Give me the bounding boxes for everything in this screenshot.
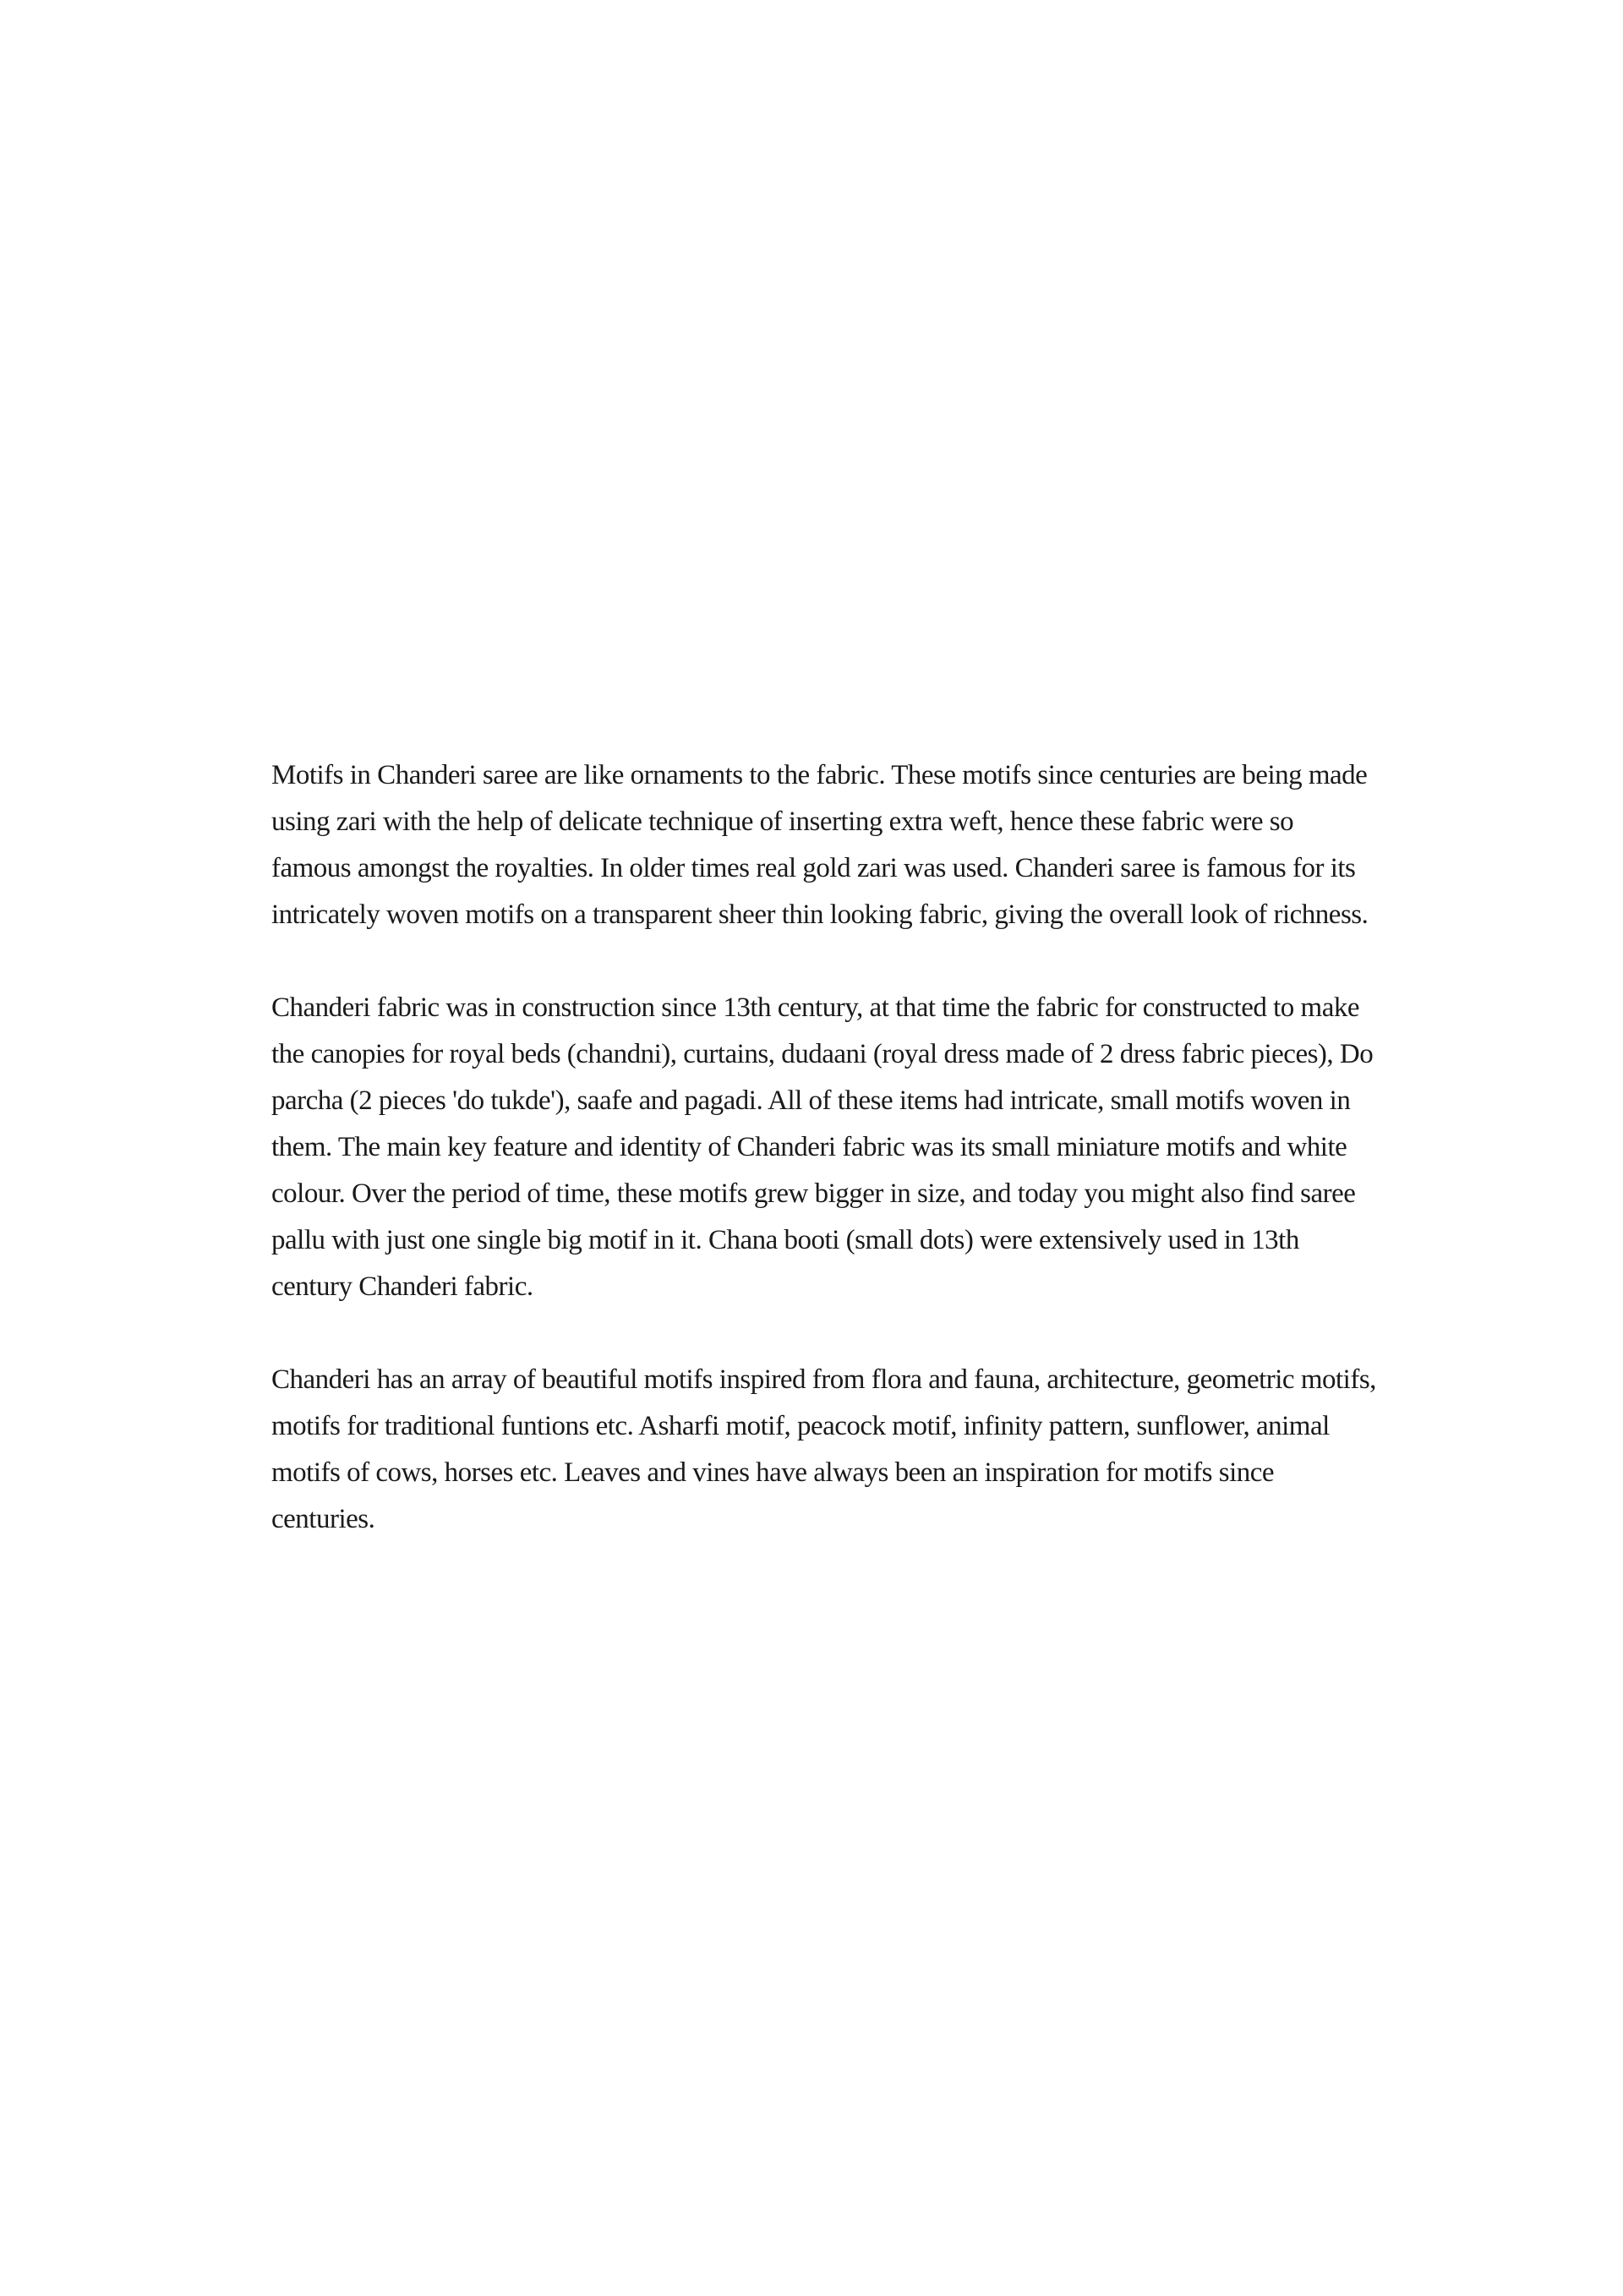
paragraph-chanderi-history: Chanderi fabric was in construction since 13th century, at that time the fabric for constructed to make the canopies for royal beds (chandni), curtains, dudaani (royal dress made of 2 dress fabric pieces), Do parcha (2 pieces 'do tukde'), saafe and pagadi. All of these items had intricate, small motifs woven in them. The main key feature and identity of Chanderi fabric was its small miniature motifs and white colour. Over the period of time, these motifs grew bigger in size, and today you might also find saree pallu with just one single big motif in it. Chana booti (small dots) were extensively used in 13th century Chanderi fabric. xyxy=(271,992,1374,1302)
paragraph-motif-inspirations: Chanderi has an array of beautiful motifs inspired from flora and fauna, architecture, geometric motifs, motifs for traditional funtions etc. Asharfi motif, peacock motif, infinity pattern, sunflower, animal motifs of cows, horses etc. Leaves and vines have always been an inspiration for motifs since centuries. xyxy=(271,1364,1376,1534)
paragraph-motifs-intro: Motifs in Chanderi saree are like ornaments to the fabric. These motifs since centuries are being made using zari with the help of delicate technique of inserting extra weft, hence these fabric were so famous amongst the royalties. In older times real gold zari was used. Chanderi saree is famous for its intricately woven motifs on a transparent sheer thin looking fabric, giving the overall look of richness. xyxy=(271,760,1369,930)
body-text xyxy=(271,752,1379,1543)
